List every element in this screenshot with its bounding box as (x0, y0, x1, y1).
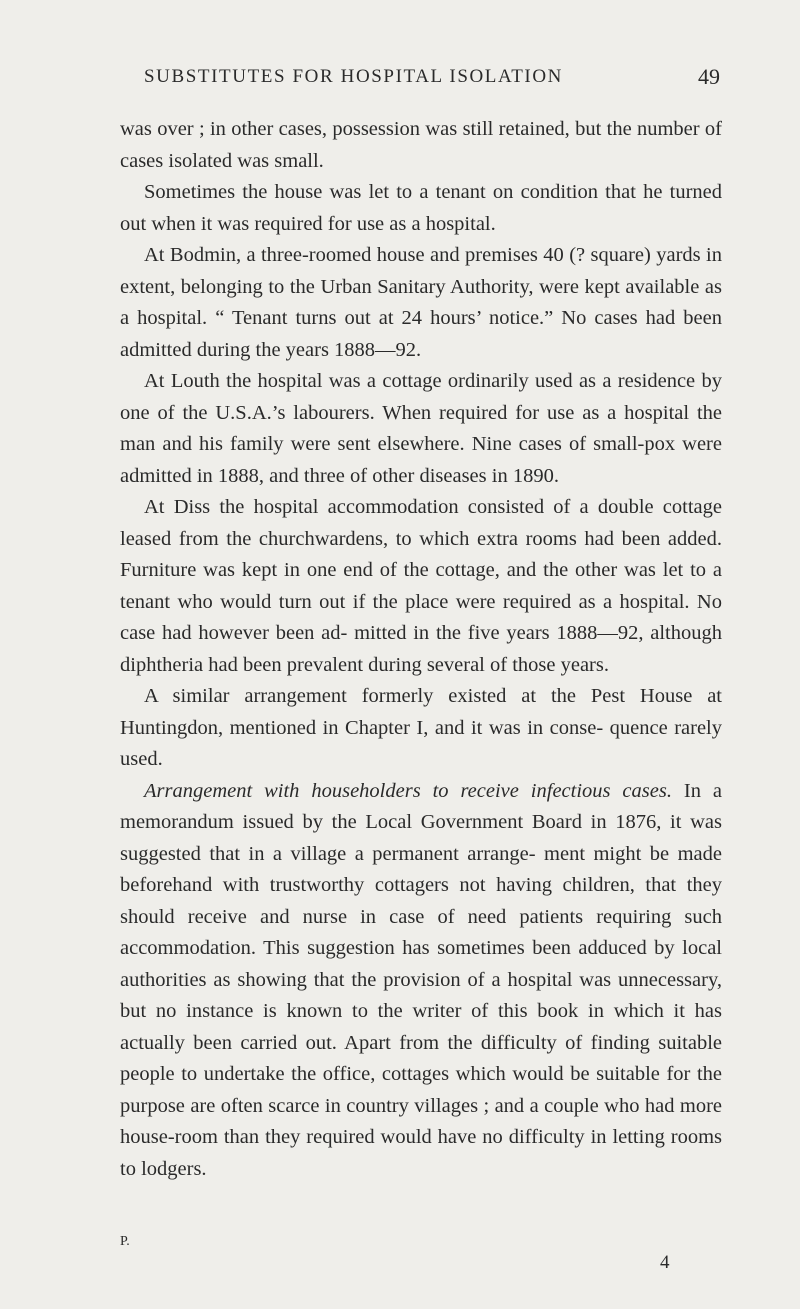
paragraph-diss: At Diss the hospital accommodation consisted of a double cottage leased from the churchwardens, to which extra rooms had been added. Furniture was kept in one end of the cottage, and the other was let to a tenant who would turn out if the place were required as a hospital. No case had however been ad- mitted in the five years 1888—92, although diphtheria had been prevalent during several of those years. (120, 496, 722, 676)
paragraph-bodmin: At Bodmin, a three-roomed house and premises 40 (? square) yards in extent, belonging to the Urban Sanitary Authority, were kept available as a hospital. “ Tenant turns out at 24 hours’ notice.” No cases had been admitted during the years 1888—92. (120, 244, 722, 361)
paragraph-householders-body: In a memorandum issued by the Local Government Board in 1876, it was suggested that in a village a permanent arrange- ment might be made beforehand with trustworthy cottagers not having children, that they should receive and nurse in case of need patients requiring such accommodation. This suggestion has sometimes been adduced by local authorities as showing that the provision of a hospital was unnecessary, but no instance is known to the writer of this book in which it has actually been carried out. Apart from the difficulty of finding suitable people to undertake the office, cottages which would be suitable for the purpose are often scarce in country villages ; and a couple who had more house-room than they required would have no difficulty in letting rooms to lodgers. (120, 779, 723, 1180)
page-header (120, 66, 720, 96)
section-heading: Arrangement with householders to receive infectious cases. (144, 779, 672, 802)
page-number: 49 (698, 64, 720, 89)
paragraph-louth: At Louth the hospital was a cottage ordinarily used as a residence by one of the U.S.A.’s labourers. When required for use as a hospital the man and his family were sent elsewhere. Nine cases of small-pox were admitted in 1888, and three of other diseases in 1890. (120, 370, 722, 487)
paragraph-householders (120, 776, 722, 1186)
paragraph-huntingdon: A similar arrangement formerly existed at the Pest House at Huntingdon, mentioned in Chapter I, and it was in conse- quence rarely used. (120, 685, 722, 770)
paragraph-tenant-condition: Sometimes the house was let to a tenant on condition that he turned out when it was required for use as a hospital. (120, 181, 722, 235)
running-title: SUBSTITUTES FOR HOSPITAL ISOLATION (144, 66, 563, 87)
body-text (120, 114, 722, 1185)
folio-number: 4 (660, 1252, 670, 1273)
signature-mark: P. (120, 1234, 130, 1249)
paragraph-continuation: was over ; in other cases, possession was still retained, but the number of cases isolated was small. (120, 118, 722, 172)
